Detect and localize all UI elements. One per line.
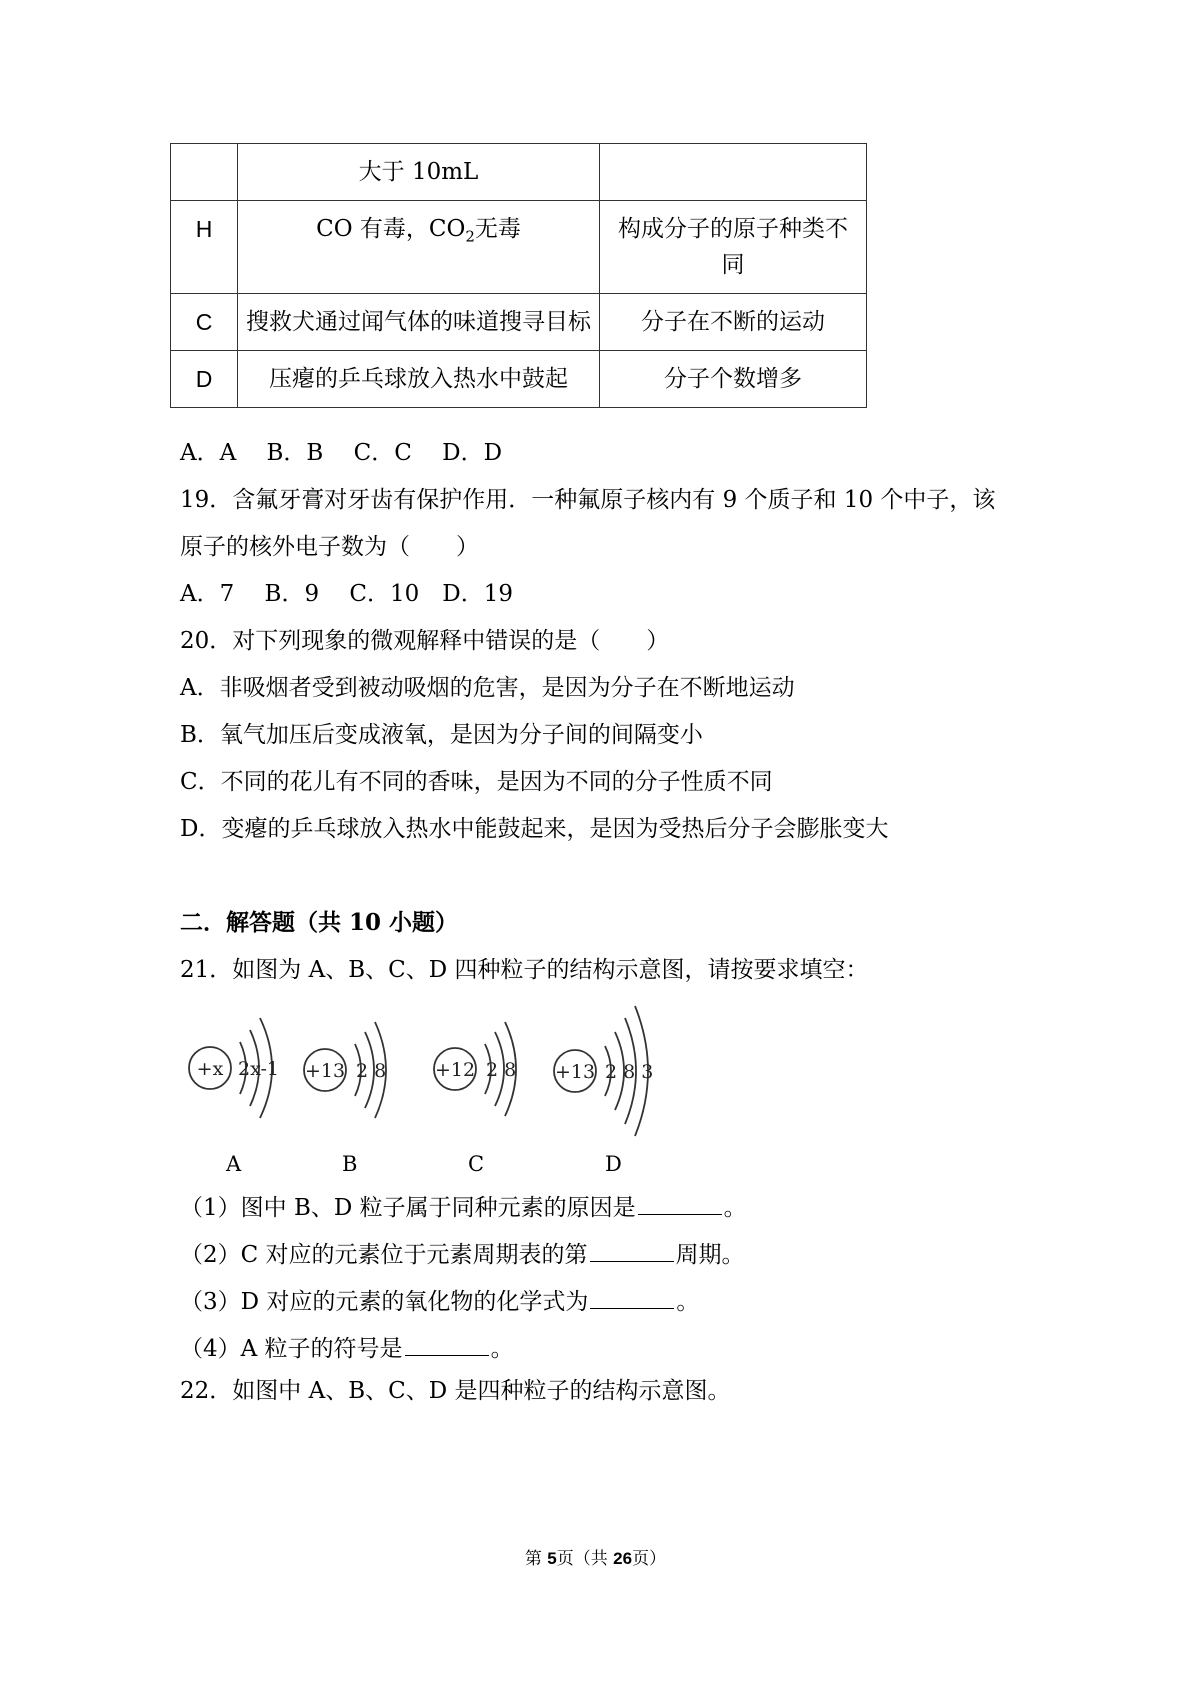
part-text: 周期。 [675, 1242, 745, 1268]
answer-blank[interactable] [590, 1282, 674, 1309]
q21-part2 [180, 1235, 745, 1270]
q20-option-c: C．不同的花儿有不同的香味，是因为不同的分子性质不同 [180, 769, 773, 795]
diagram-label-b: B [342, 1152, 358, 1176]
q22-stem: 22．如图中 A、B、C、D 是四种粒子的结构示意图。 [180, 1378, 731, 1404]
table-cell: H [171, 201, 238, 294]
nucleus-charge: +x [196, 1058, 224, 1080]
q18-options: A．A B．B C．C D．D [180, 440, 503, 466]
table-cell [238, 201, 600, 294]
q21-part1 [180, 1188, 747, 1223]
q19-stem-line1: 19．含氟牙膏对牙齿有保护作用．一种氟原子核内有 9 个质子和 10 个中子，该 [180, 487, 996, 513]
answer-blank[interactable] [590, 1235, 674, 1262]
total-pages: 26 [613, 1549, 633, 1568]
cell-text: 无毒 [474, 216, 521, 242]
nucleus-charge: +12 [434, 1059, 476, 1081]
table-row [171, 144, 867, 201]
q20-stem: 20．对下列现象的微观解释中错误的是（ ） [180, 628, 670, 654]
part-text: （4）A 粒子的符号是 [180, 1336, 403, 1362]
nucleus-charge: +13 [304, 1060, 346, 1082]
answer-blank[interactable] [405, 1329, 489, 1356]
diagram-label-c: C [468, 1152, 485, 1176]
part-text: 。 [676, 1289, 700, 1315]
table-cell: 分子个数增多 [600, 351, 867, 408]
table-row [171, 351, 867, 408]
q19-stem-line2: 原子的核外电子数为（ ） [180, 534, 479, 560]
table-row [171, 201, 867, 294]
q20-option-d: D．变瘪的乒乓球放入热水中能鼓起来，是因为受热后分子会膨胀变大 [180, 816, 889, 842]
table-cell: 搜救犬通过闻气体的味道搜寻目标 [238, 294, 600, 351]
subscript: 2 [465, 227, 475, 246]
table-cell [171, 144, 238, 201]
electron-config: 2 8 3 [605, 1061, 654, 1083]
footer-text: 页（共 [556, 1549, 614, 1569]
q21-part3 [180, 1282, 699, 1317]
table-cell: 大于 10mL [238, 144, 600, 201]
page-number: 5 [547, 1549, 557, 1568]
electron-config: 2 8 [486, 1059, 517, 1081]
comparison-table [170, 143, 867, 408]
diagram-label-d: D [605, 1152, 622, 1176]
q20-option-a: A．非吸烟者受到被动吸烟的危害，是因为分子在不断地运动 [180, 675, 795, 701]
page-footer [0, 1544, 1191, 1569]
table-cell: 构成分子的原子种类不同 [600, 201, 867, 294]
part-text: （2）C 对应的元素位于元素周期表的第 [180, 1242, 588, 1268]
table-cell: 分子在不断的运动 [600, 294, 867, 351]
part-text: 。 [490, 1336, 514, 1362]
cell-text: CO 有毒，CO [316, 216, 466, 242]
section-heading: 二．解答题（共 10 小题） [180, 909, 459, 936]
q20-option-b: B．氧气加压后变成液氧，是因为分子间的间隔变小 [180, 722, 703, 748]
nucleus-charge: +13 [554, 1061, 596, 1083]
diagram-label-a: A [226, 1152, 242, 1176]
table-row [171, 294, 867, 351]
q19-options: A．7 B．9 C．10 D．19 [180, 581, 513, 607]
table-cell [600, 144, 867, 201]
footer-text: 页） [632, 1549, 667, 1569]
q21-stem: 21．如图为 A、B、C、D 四种粒子的结构示意图，请按要求填空： [180, 957, 869, 983]
table-cell: D [171, 351, 238, 408]
part-text: （3）D 对应的元素的氧化物的化学式为 [180, 1289, 589, 1315]
footer-text: 第 [524, 1549, 548, 1569]
q21-part4 [180, 1329, 514, 1364]
electron-config: 2x-1 [238, 1058, 279, 1080]
part-text: 。 [723, 1195, 747, 1221]
table-cell: 压瘪的乒乓球放入热水中鼓起 [238, 351, 600, 408]
atom-structure-diagram [180, 1000, 680, 1140]
table-cell: C [171, 294, 238, 351]
part-text: （1）图中 B、D 粒子属于同种元素的原因是 [180, 1195, 636, 1221]
electron-config: 2 8 [356, 1060, 387, 1082]
answer-blank[interactable] [638, 1188, 722, 1215]
